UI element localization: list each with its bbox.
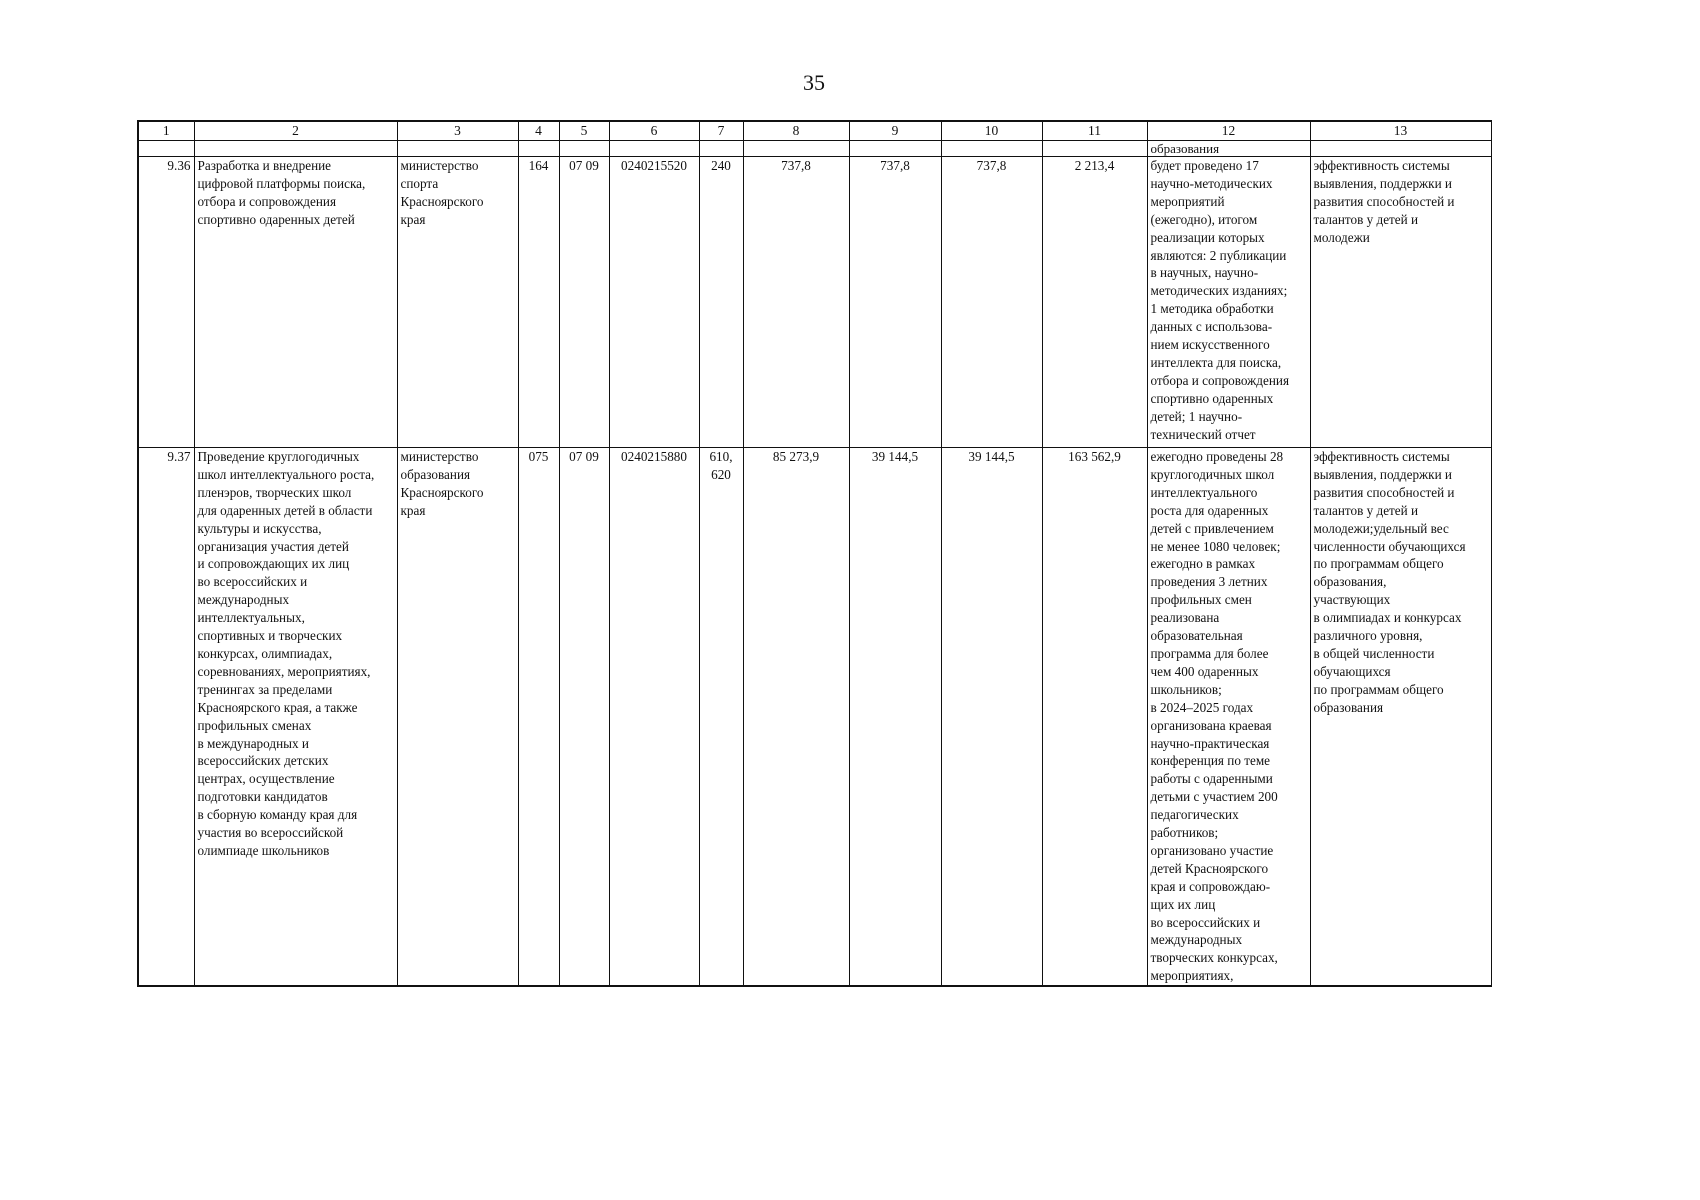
column-header: 1 [138,121,194,141]
column-header: 6 [609,121,699,141]
program-activities-table [137,120,1492,987]
amount-total: 2 213,4 [1042,157,1147,448]
page-number: 35 [803,70,825,95]
item-number: 9.36 [138,157,194,448]
column-header: 7 [699,121,743,141]
column-header: 12 [1147,121,1310,141]
amount-year-1: 85 273,9 [743,448,849,987]
column-header: 5 [559,121,609,141]
column-header: 4 [518,121,559,141]
grbs-code: 075 [518,448,559,987]
expected-result: ежегодно проведены 28 круглогодичных школ интеллектуального роста для одаренных детей с привлечением не менее 1080 человек; ежегодно в рамках проведения 3 летних профильных смен реализована образовательная программа для более чем 400 одаренных школьников; в 2024–2025 годах организована краевая научно-практическая конференция по теме работы с одаренными детьми с участием 200 педагогических работников; организовано участие детей Красноярского края и сопровождаю- щих их лиц во всероссийских и международных творческих конкурсах, мероприятиях, [1147,448,1310,987]
table-row [138,157,1491,448]
column-header: 8 [743,121,849,141]
column-header: 13 [1310,121,1491,141]
amount-year-3: 737,8 [941,157,1042,448]
item-number: 9.37 [138,448,194,987]
continuation-row [138,141,1491,157]
column-header: 3 [397,121,518,141]
column-header: 11 [1042,121,1147,141]
amount-year-2: 39 144,5 [849,448,941,987]
amount-total: 163 562,9 [1042,448,1147,987]
table-row [138,448,1491,987]
section-code: 07 09 [559,157,609,448]
amount-year-2: 737,8 [849,157,941,448]
expense-type-code: 610, 620 [699,448,743,987]
activity-name: Проведение круглогодичных школ интеллектуального роста, пленэров, творческих школ для одаренных детей в области культуры и искусства, организация участия детей и сопровождающих их лиц во всероссийских и международных интеллектуальных, спортивных и творческих конкурсах, олимпиадах, соревнованиях, мероприятиях, тренингах за пределами Красноярского края, а также профильных сменах в международных и всероссийских детских центрах, осуществление подготовки кандидатов в сборную команду края для участия во всероссийской олимпиаде школьников [194,448,397,987]
column-header: 9 [849,121,941,141]
executor: министерство спорта Красноярского края [397,157,518,448]
amount-year-1: 737,8 [743,157,849,448]
expected-result: будет проведено 17 научно-методических мероприятий (ежегодно), итогом реализации которых являются: 2 публикации в научных, научно- методических изданиях; 1 методика обработки данных с использова- нием искусственного интеллекта для поиска, отбора и сопровождения спортивно одаренных детей; 1 научно- технический отчет [1147,157,1310,448]
target-article-code: 0240215880 [609,448,699,987]
executor: министерство образования Красноярского края [397,448,518,987]
column-header: 2 [194,121,397,141]
amount-year-3: 39 144,5 [941,448,1042,987]
section-code: 07 09 [559,448,609,987]
column-number-header-row [138,121,1491,141]
column-header: 10 [941,121,1042,141]
indicator: эффективность системы выявления, поддержки и развития способностей и талантов у детей и молодежи;удельный вес численности обучающихся по программам общего образования, участвующих в олимпиадах и конкурсах различного уровня, в общей численности обучающихся по программам общего образования [1310,448,1491,987]
continuation-text: образования [1147,141,1310,157]
grbs-code: 164 [518,157,559,448]
indicator: эффективность системы выявления, поддержки и развития способностей и талантов у детей и молодежи [1310,157,1491,448]
target-article-code: 0240215520 [609,157,699,448]
activity-name: Разработка и внедрение цифровой платформы поиска, отбора и сопровождения спортивно одаренных детей [194,157,397,448]
expense-type-code: 240 [699,157,743,448]
